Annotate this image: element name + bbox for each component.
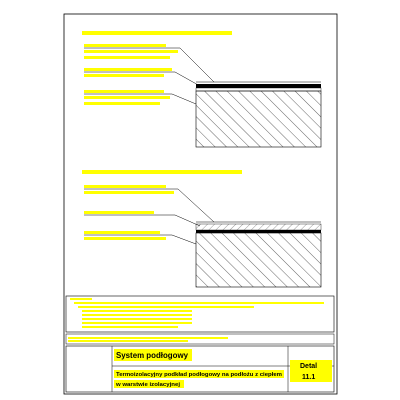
disclaimer-strip	[66, 334, 334, 344]
variant2-heading-highlight	[82, 170, 242, 174]
description-line2: w warstwie izolacyjnej	[114, 382, 181, 388]
detail-number: 11.1	[302, 374, 316, 381]
variant1-section	[196, 82, 321, 147]
detail-label: Detal	[300, 363, 318, 370]
system-name: System podłogowy	[116, 351, 189, 360]
title-block	[66, 346, 334, 392]
description-line1: Termoizolacyjny podkład podłogowy na podłożu z ciepłem	[116, 372, 283, 378]
variant1-heading-highlight	[82, 31, 232, 35]
notes-box	[66, 296, 334, 332]
variant2-section	[196, 222, 321, 287]
